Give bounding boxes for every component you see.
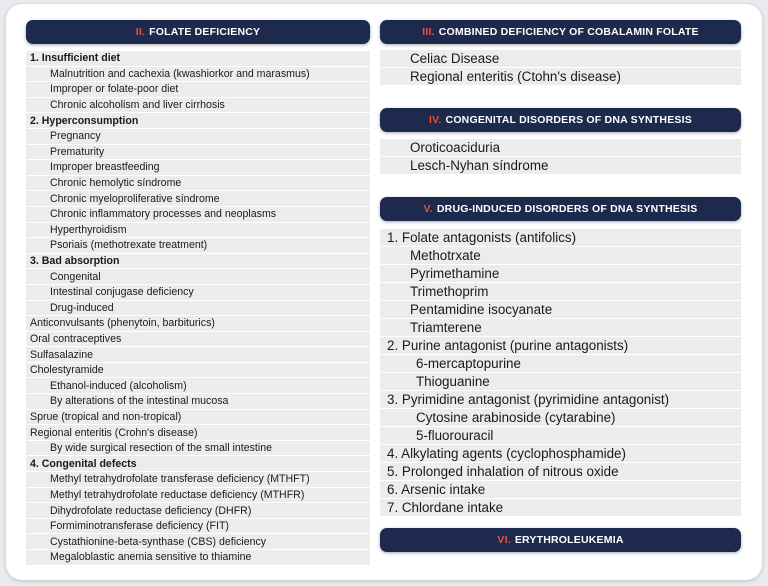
section-title: DRUG-INDUCED DISORDERS OF DNA SYNTHESIS: [436, 203, 698, 215]
list-item: 6-mercaptopurine: [380, 355, 741, 373]
section-title: ERYTHROLEUKEMIA: [514, 534, 624, 546]
section-title: FOLATE DEFICIENCY: [149, 26, 261, 38]
list-item: Congenital: [26, 269, 370, 285]
list-heading: 2. Hyperconsumption: [26, 113, 370, 129]
section-title: COMBINED DEFICIENCY OF COBALAMIN FOLATE: [438, 26, 699, 38]
list-item: 2. Purine antagonist (purine antagonists): [380, 337, 741, 355]
section-header-folate-deficiency: [26, 20, 370, 44]
section-number: III.: [422, 26, 435, 38]
section-number: IV.: [429, 114, 442, 126]
section-title: CONGENITAL DISORDERS OF DNA SYNTHESIS: [445, 114, 692, 126]
section-number: V.: [423, 203, 433, 215]
list-item: Pyrimethamine: [380, 265, 741, 283]
combined-deficiency-list: [380, 50, 741, 86]
list-item: Chronic alcoholism and liver cirrhosis: [26, 98, 370, 114]
list-item: Methyl tetrahydrofolate transferase deficiency (MTHFT): [26, 472, 370, 488]
list-item: Cystathionine-beta-synthase (CBS) deficiency: [26, 534, 370, 550]
list-item: Chronic inflammatory processes and neoplasms: [26, 207, 370, 223]
list-item: Prematurity: [26, 145, 370, 161]
list-item: Intestinal conjugase deficiency: [26, 285, 370, 301]
list-item: 3. Pyrimidine antagonist (pyrimidine antagonist): [380, 391, 741, 409]
list-item: Dihydrofolate reductase deficiency (DHFR): [26, 503, 370, 519]
list-item: Sulfasalazine: [26, 347, 370, 363]
list-item: Improper breastfeeding: [26, 160, 370, 176]
list-item: Pentamidine isocyanate: [380, 301, 741, 319]
list-item: By alterations of the intestinal mucosa: [26, 394, 370, 410]
list-item: 7. Chlordane intake: [380, 499, 741, 517]
list-item: Regional enteritis (Ctohn's disease): [380, 68, 741, 86]
section-number: VI.: [497, 534, 511, 546]
list-item: Celiac Disease: [380, 50, 741, 68]
congenital-dna-disorders-list: [380, 139, 741, 175]
list-item: 5. Prolonged inhalation of nitrous oxide: [380, 463, 741, 481]
section-header-drug-induced-dna-disorders: [380, 197, 741, 221]
list-item: Regional enteritis (Crohn's disease): [26, 425, 370, 441]
section-header-congenital-dna-disorders: [380, 108, 741, 132]
list-item: Chronic hemolytic síndrome: [26, 176, 370, 192]
list-heading: 1. Insufficient diet: [26, 51, 370, 67]
list-item: Improper or folate-poor diet: [26, 82, 370, 98]
list-item: Methyl tetrahydrofolate reductase deficiency (MTHFR): [26, 488, 370, 504]
list-heading: 3. Bad absorption: [26, 254, 370, 270]
list-item: Cytosine arabinoside (cytarabine): [380, 409, 741, 427]
list-item: Megaloblastic anemia sensitive to thiamine: [26, 550, 370, 566]
list-item: Drug-induced: [26, 301, 370, 317]
list-item: Lesch-Nyhan síndrome: [380, 157, 741, 175]
list-item: Hyperthyroidism: [26, 223, 370, 239]
list-item: Oral contraceptives: [26, 332, 370, 348]
list-item: Triamterene: [380, 319, 741, 337]
list-item: Ethanol-induced (alcoholism): [26, 378, 370, 394]
section-header-combined-deficiency: [380, 20, 741, 44]
list-item: Anticonvulsants (phenytoin, barbiturics): [26, 316, 370, 332]
list-item: 6. Arsenic intake: [380, 481, 741, 499]
section-header-erythroleukemia: [380, 528, 741, 552]
list-item: Formiminotransferase deficiency (FIT): [26, 519, 370, 535]
list-item: By wide surgical resection of the small intestine: [26, 441, 370, 457]
folate-deficiency-list: [26, 51, 370, 566]
list-item: 4. Alkylating agents (cyclophosphamide): [380, 445, 741, 463]
list-item: Sprue (tropical and non-tropical): [26, 410, 370, 426]
section-number: II.: [135, 26, 146, 38]
list-item: Pregnancy: [26, 129, 370, 145]
list-item: Psoriais (methotrexate treatment): [26, 238, 370, 254]
list-item: 1. Folate antagonists (antifolics): [380, 229, 741, 247]
list-item: Methotrxate: [380, 247, 741, 265]
list-heading: 4. Congenital defects: [26, 456, 370, 472]
list-item: Thioguanine: [380, 373, 741, 391]
drug-induced-dna-disorders-list: [380, 229, 741, 517]
list-item: Trimethoprim: [380, 283, 741, 301]
list-item: Oroticoaciduria: [380, 139, 741, 157]
list-item: Cholestyramide: [26, 363, 370, 379]
list-item: 5-fluorouracil: [380, 427, 741, 445]
list-item: Malnutrition and cachexia (kwashiorkor and marasmus): [26, 67, 370, 83]
list-item: Chronic myeloproliferative síndrome: [26, 191, 370, 207]
